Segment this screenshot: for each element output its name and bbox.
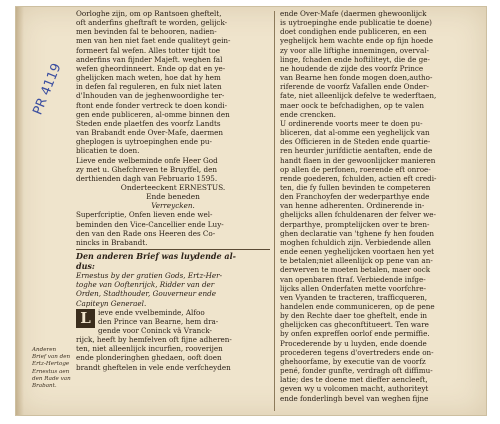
decorated-initial: L — [76, 309, 95, 328]
text-line: is uytroepinghe ende publicatie te doene) — [280, 18, 432, 28]
text-line: op allen de perfonen, roerende eft onroe- — [280, 164, 431, 174]
text-line: ende fonderlingh bevel van weghen fijne — [280, 393, 429, 403]
text-line: van Brabandt ende Over-Mafe, daermen — [76, 128, 224, 138]
text-line: ten, niet alleenlijck incurfien, rooverijen — [76, 344, 223, 354]
margin-note-line: den Rade van — [32, 375, 71, 382]
text-line: ende Over-Mafe (daermen ghewoonlijck — [280, 9, 427, 18]
title-line: Ernestus by der gratien Gods, Ertz-Her- — [76, 271, 223, 281]
text-line: fate, niet alleenlijck defelve te wederftaen, — [280, 91, 437, 101]
text-line: oft anderfins gheftraft te worden, gelijck- — [76, 18, 228, 28]
text-line: bliceren, dat al-omme een yeghelijck van — [280, 128, 430, 138]
margin-note-line: Ertz-Hertoge — [32, 361, 70, 368]
text-line: geven wy u volcomen macht, authoriteyt — [280, 384, 429, 394]
text-line: linge, fchaden ende hoftiliteyt, die de ge- — [280, 54, 430, 64]
text-line: Oorloghe zijn, om op Rantsoen gheftelt, — [76, 9, 222, 18]
superscript-line: nincks in Brabandt. — [76, 237, 148, 247]
superscript-line: Superfcriptie, Onfen lieven ende wel- — [76, 210, 213, 220]
text-line: van Bearne hen fonde mogen doen,autho- — [280, 73, 433, 83]
text-line: ren heurder jurifdictie aentaften, ende de — [280, 146, 433, 156]
text-line: maer oock te befchadighen, op te valen — [280, 100, 425, 110]
text-line: ten, die fy fullen bevinden te competeren — [280, 182, 431, 192]
text-line: ghelijcken cas gheconftitueert. Ten ware — [280, 320, 429, 330]
text-line: te betalen;niet alleenlijck op pene van an- — [280, 256, 433, 266]
text-line: ghen declaratie van 'tghene fy hen fouden — [280, 228, 434, 238]
newspaper-page — [15, 6, 487, 416]
text-line: zy met u. Ghefchreven te Bruyffel, den — [76, 164, 217, 174]
text-line: derthienden dagh van Februario 1595. — [76, 173, 218, 183]
text-line: ftont ende fonder vertreck te doen kondi- — [76, 100, 228, 110]
margin-note-line: Anderen — [32, 347, 57, 353]
text-line: d'Inhouden van de jeghenwoordighe ter- — [76, 91, 225, 101]
text-line: derparthye, promptelijcken over te bren- — [280, 219, 430, 229]
text-line: formeert fal wefen. Alles totter tijdt toe — [76, 45, 221, 55]
signoff: Onderteeckent ERNESTUS. — [120, 182, 226, 192]
text-line: anderfins van fijnder Majeft. weghen fal — [76, 54, 223, 64]
text-line: pené, fonder gunfte, verdragh oft diffimu- — [280, 366, 433, 376]
text-line: by onfen expreffen oorlof ende permiffie. — [280, 329, 430, 339]
text-line: ende eenen yeghelijcken voortaen hen yet — [280, 247, 434, 257]
text-line: in defen fal reguleren, en fulx niet laten — [76, 82, 222, 92]
title-line: Capiteyn Generael. — [76, 298, 147, 308]
text-line: ghelijcken mach weten, hoe dat hy hem — [76, 73, 221, 83]
section-heading: Den anderen Brief was luydende al- — [76, 249, 270, 261]
text-line: den Franchoyfen der wederparthye ende — [280, 192, 430, 202]
title-line: Orden, Stadthouder, Gouverneur ende — [76, 289, 217, 299]
margin-note — [32, 347, 80, 390]
right-column — [280, 9, 478, 403]
text-line: ende plonderinghen ghedaen, ooft doen — [76, 353, 222, 363]
text-line: gen ende publiceren, al-omme binnen den — [76, 109, 230, 119]
superscript-line: den van den Rade ons Heeren des Co- — [76, 228, 216, 238]
superscript-line: beminden den Vice-Cancellier ende Luy- — [76, 219, 224, 229]
text-line: ghehoorfame, by executie van de voorfz — [280, 356, 426, 366]
section-heading: dus: — [76, 261, 95, 272]
text-line: ven Vyanden te tracteren, trafficqueren, — [280, 292, 428, 302]
signoff-sub: Ende beneden — [146, 192, 200, 202]
margin-note-line: Brabant. — [32, 383, 57, 390]
text-line: men bevinden fal te behooren, nadien- — [76, 27, 217, 37]
text-line: ende crencken. — [280, 109, 336, 119]
text-line: ieve ende vvelbeminde, Alfoo — [98, 307, 205, 317]
text-line: men van hen niet faet ende qualiteyt gein- — [76, 36, 231, 46]
text-line: ghelijcks allen fchuldenaren der felver we- — [280, 210, 436, 220]
secretary-name: Verreycken. — [151, 201, 195, 211]
text-line: blicatien te doen. — [76, 146, 140, 156]
archive-stamp: PR 4119 — [29, 61, 65, 117]
text-line: yeghelijck hem wachte ende op fijn hoede — [280, 36, 434, 46]
text-line: van henne adherenten. Ordinerende in- — [280, 201, 425, 211]
text-line: doet condighen ende publiceren, en een — [280, 27, 427, 37]
text-line: zy voor alle liftighe innemingen, overval- — [280, 45, 429, 55]
text-line: des Officieren in de Steden ende quartie- — [280, 137, 431, 147]
margin-note-line: Ernestus aen — [32, 368, 70, 375]
text-line: ne houdende de zijde des voorfz Prince — [280, 63, 424, 73]
text-line: wefen gheordinneert. Ende op dat en ye- — [76, 63, 226, 73]
text-line: van openbaren ftraf. Verbiedende infge- — [280, 274, 426, 284]
text-line: brandt gheftelen in vele ende verfcheyden — [76, 362, 231, 372]
text-line: Steden ende plaetfen des voorfz Landts — [76, 118, 221, 128]
text-line: handt flaen in der gewoonlijcker manieren — [280, 155, 436, 165]
text-line: lijcks allen Onderfaten mette voorfchre- — [280, 283, 427, 293]
text-line: Procederende by u luyden, ende doende — [280, 338, 427, 348]
margin-note-line: Brief van den — [32, 354, 71, 361]
text-line: by den Rechte daer toe gheftelt, ende in — [280, 311, 428, 321]
text-line: derwerven te moeten betalen, maer oock — [280, 265, 431, 275]
text-line: procederen tegens d'overtreders ende on- — [280, 347, 434, 357]
text-line: handelen ende communiceren, op de pene — [280, 302, 435, 311]
text-line: den Prince van Bearne, hem dra- — [98, 316, 219, 326]
text-line: Lieve ende welbeminde onfe Heer God — [76, 155, 218, 165]
text-line: gheplogen is uytroepinghen ende pu- — [76, 137, 212, 147]
left-column — [76, 9, 270, 372]
text-line: rijck, heeft by hemfelven oft fijne adheren- — [76, 335, 232, 345]
letter-body — [76, 308, 270, 372]
text-line: gende voor Coninck vä Vranck- — [98, 326, 212, 335]
text-line: U ordinerende voorts meer te doen pu- — [280, 118, 423, 128]
text-line: moghen fchuldich zijn. Verbiedende allen — [280, 237, 431, 247]
text-line: riferende de voorfz Vafallen ende Onder- — [280, 82, 429, 92]
text-line: latie; des te doene met dieffer aencleeft, — [280, 375, 428, 385]
title-line: toghe van Ooftenrijck, Ridder van der — [76, 280, 215, 290]
column-divider — [274, 11, 275, 411]
text-line: rende goederen, fchulden, actien eft credi- — [280, 173, 437, 183]
